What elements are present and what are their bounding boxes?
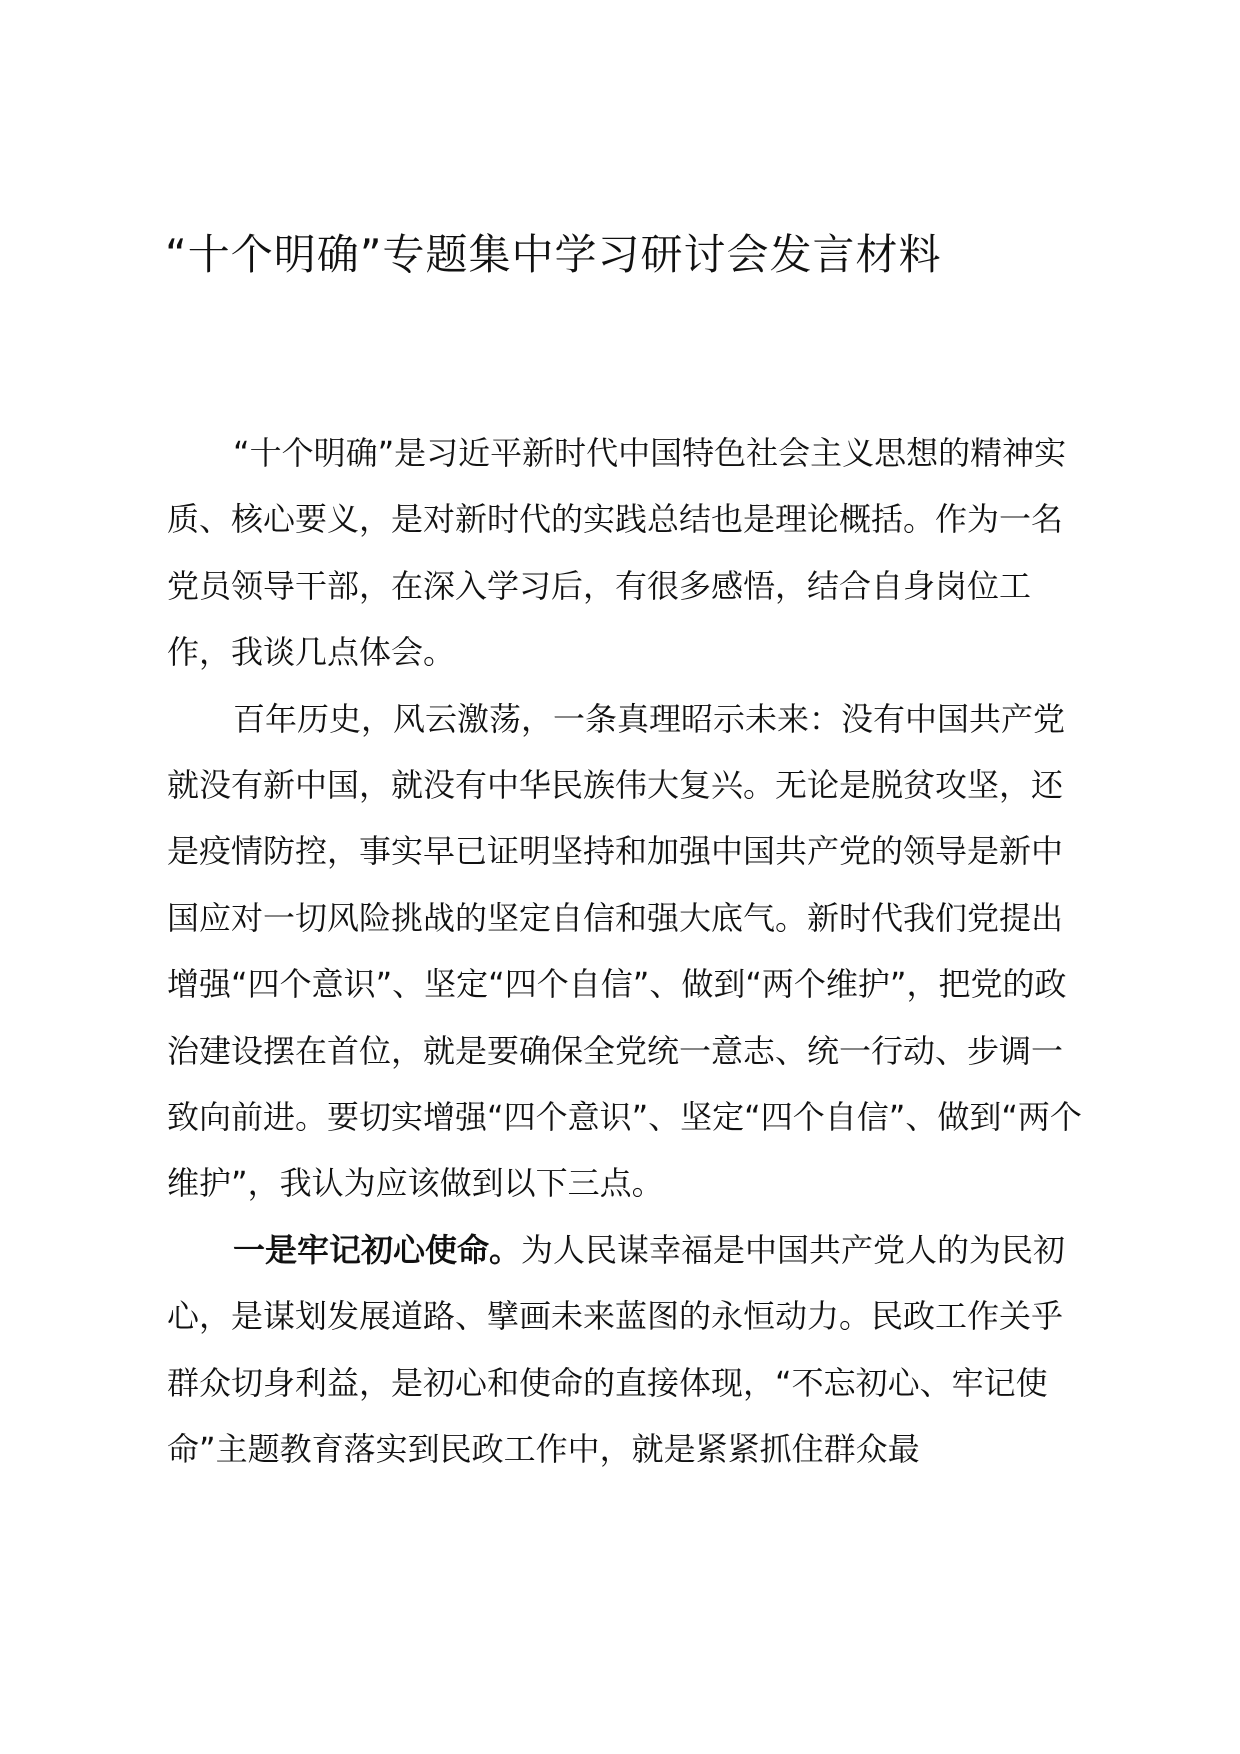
paragraph-lead-heading: 一是牢记初心使命。 [233, 1230, 522, 1269]
paragraph-text: 百年历史，风云激荡，一条真理昭示未来：没有中国共产党就没有新中国，就没有中华民族伟大复兴。无论是脱贫攻坚，还是疫情防控，事实早已证明坚持和加强中国共产党的领导是新中国应对一切风险挑战的坚定自信和强大底气。新时代我们党提出增强“四个意识”、坚定“四个自信”、做到“两个维护”，把党的政治建设摆在首位，就是要确保全党统一意志、统一行动、步调一致向前进。要切实增强“四个意识”、坚定“四个自信”、做到“两个维护”，我认为应该做到以下三点。 [167, 699, 1082, 1203]
document-title: “十个明确”专题集中学习研讨会发言材料 [165, 230, 942, 279]
paragraph-point-one [167, 1217, 1087, 1483]
paragraph-intro [167, 420, 1087, 686]
paragraph-text: 为人民谋幸福是中国共产党人的为民初心，是谋划发展道路、擘画未来蓝图的永恒动力。民政工作关乎群众切身利益，是初心和使命的直接体现，“不忘初心、牢记使命”主题教育落实到民政工作中，就是紧紧抓住群众最 [167, 1230, 1066, 1469]
paragraph-text: “十个明确”是习近平新时代中国特色社会主义思想的精神实质、核心要义，是对新时代的实践总结也是理论概括。作为一名党员领导干部，在深入学习后，有很多感悟，结合自身岗位工作，我谈几点体会。 [167, 434, 1067, 672]
paragraph-history [167, 686, 1087, 1217]
document-body [167, 420, 1087, 1483]
